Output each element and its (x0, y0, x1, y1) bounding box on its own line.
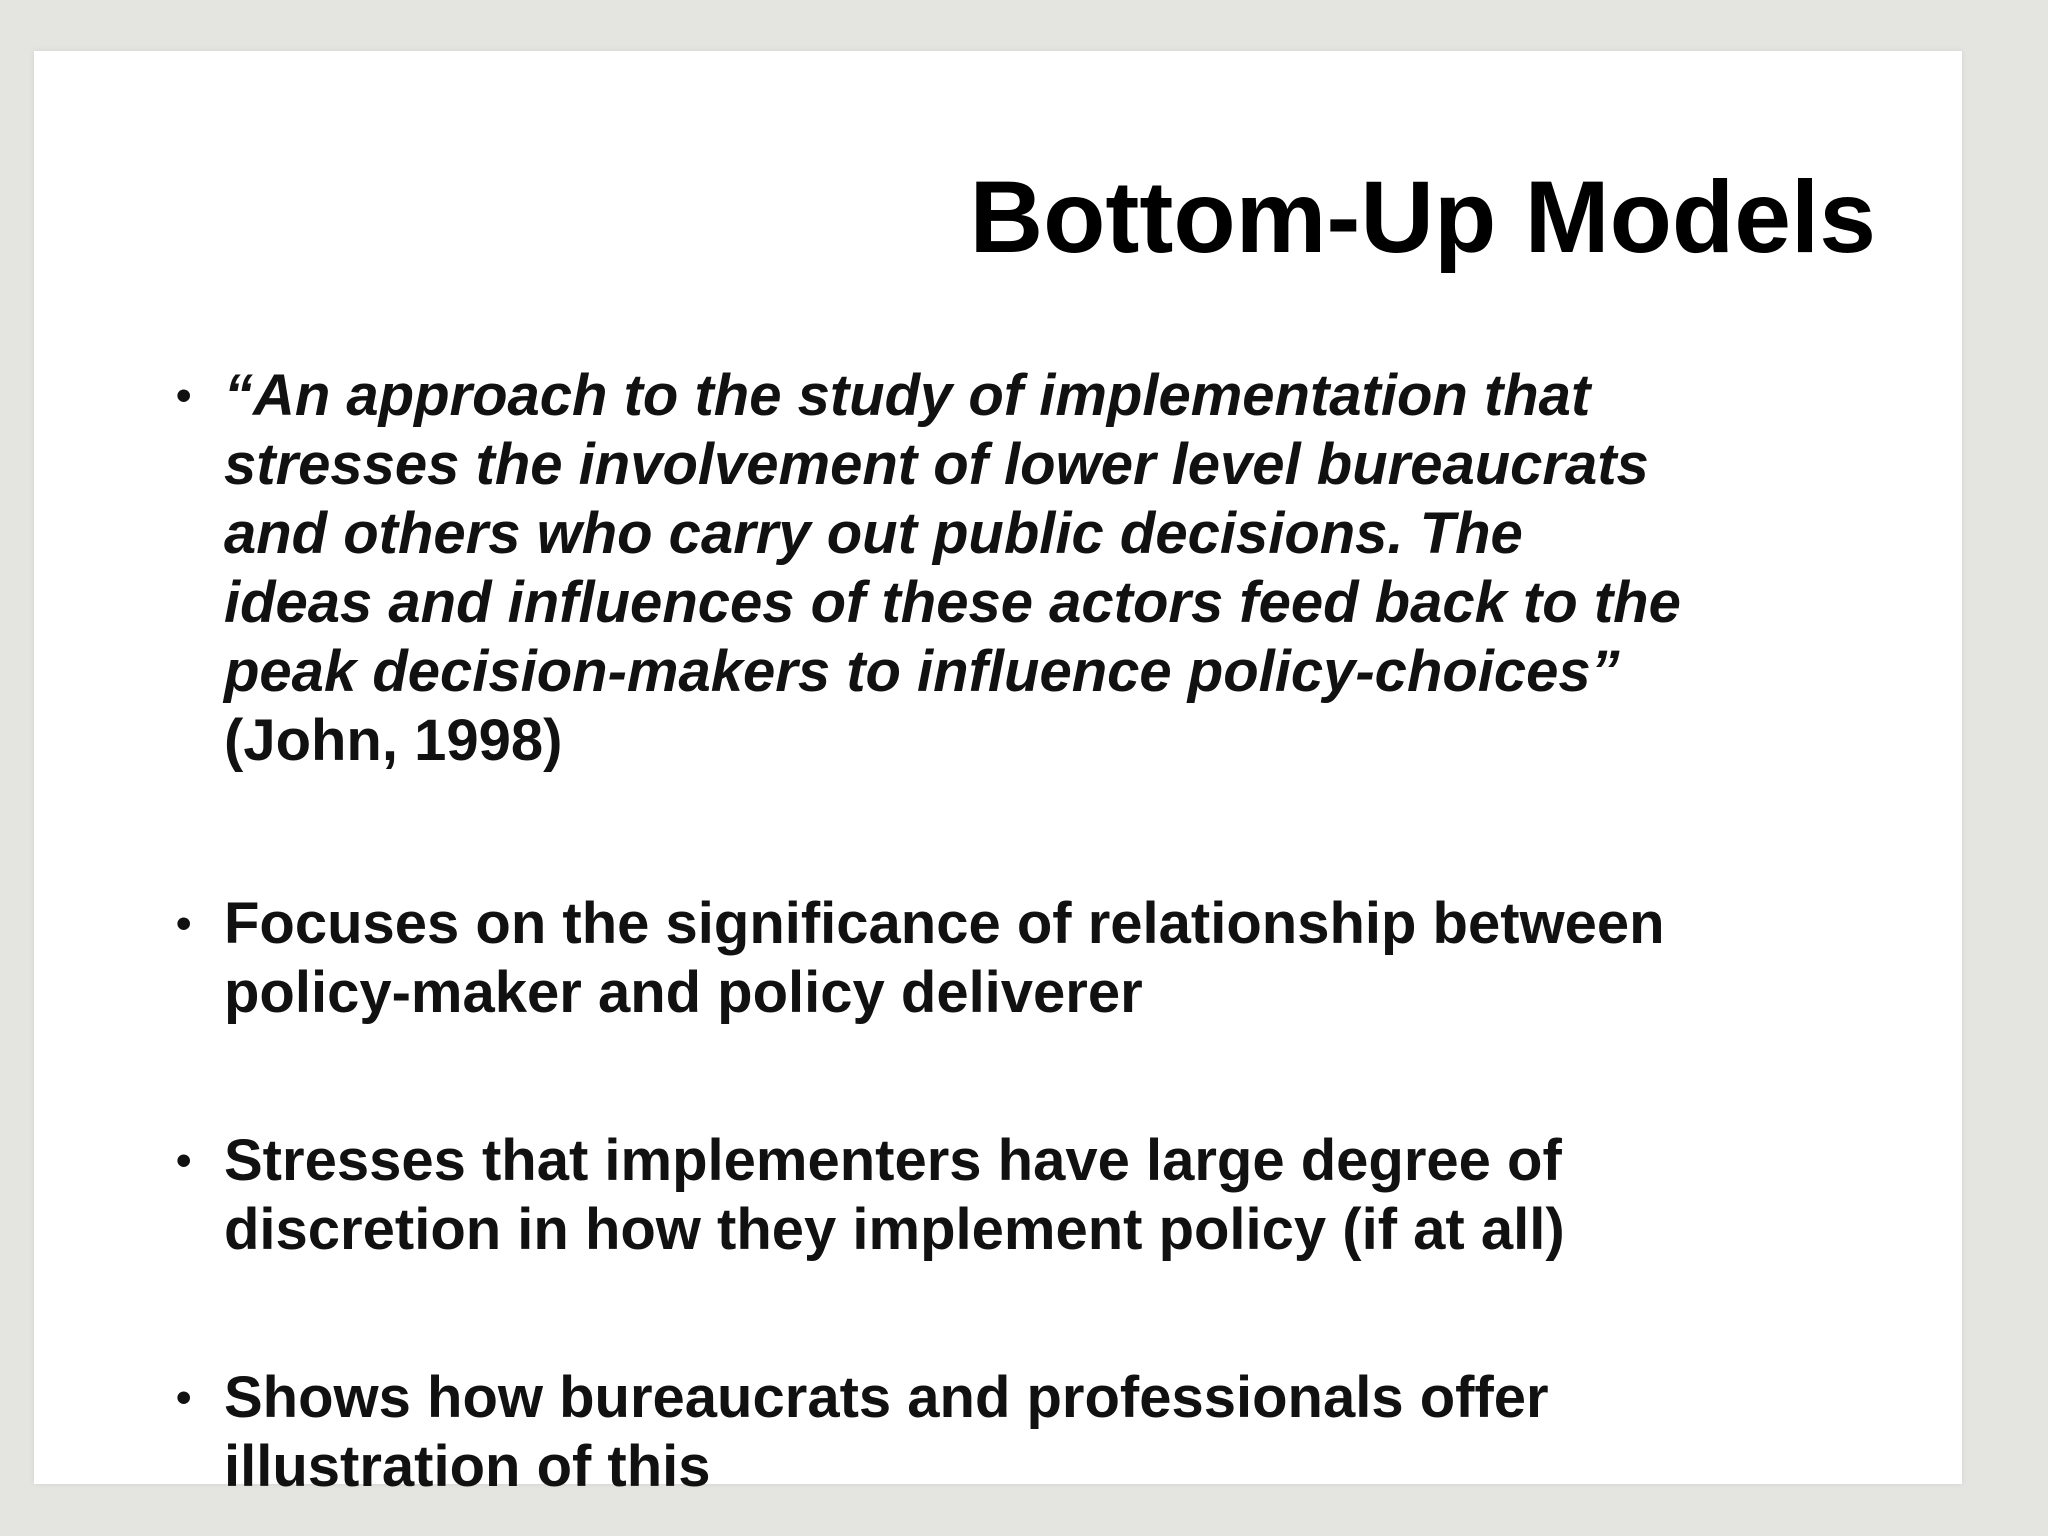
bullet-line: Shows how bureaucrats and professionals offer (224, 1365, 1549, 1430)
citation: (John, 1998) (224, 708, 563, 773)
bullet-line: Focuses on the significance of relationship between (224, 891, 1665, 956)
bullet-line: Stresses that implementers have large degree of (224, 1128, 1562, 1193)
bullet-marker: • (176, 1373, 192, 1422)
bullet-marker: • (176, 1136, 192, 1185)
bullet-item-discretion (176, 1126, 1565, 1264)
bullet-marker: • (176, 371, 192, 420)
bullet-item-focus (176, 889, 1665, 1027)
bullet-line: ideas and influences of these actors feed back to the (224, 570, 1681, 635)
slide-title: Bottom-Up Models (969, 160, 1876, 274)
bullet-item-quote (176, 361, 1681, 775)
bullet-line: policy-maker and policy deliverer (224, 960, 1143, 1025)
bullet-line: and others who carry out public decisions. The (224, 501, 1523, 566)
bullet-item-illustration (176, 1363, 1549, 1501)
bullet-marker: • (176, 899, 192, 948)
bullet-line: discretion in how they implement policy (if at all) (224, 1197, 1565, 1262)
bullet-line: peak decision-makers to influence policy-choices” (224, 639, 1620, 704)
bullet-line: stresses the involvement of lower level bureaucrats (224, 432, 1649, 497)
bullet-line: “An approach to the study of implementation that (224, 363, 1591, 428)
bullet-line: illustration of this (224, 1434, 711, 1499)
slide (34, 51, 1962, 1499)
